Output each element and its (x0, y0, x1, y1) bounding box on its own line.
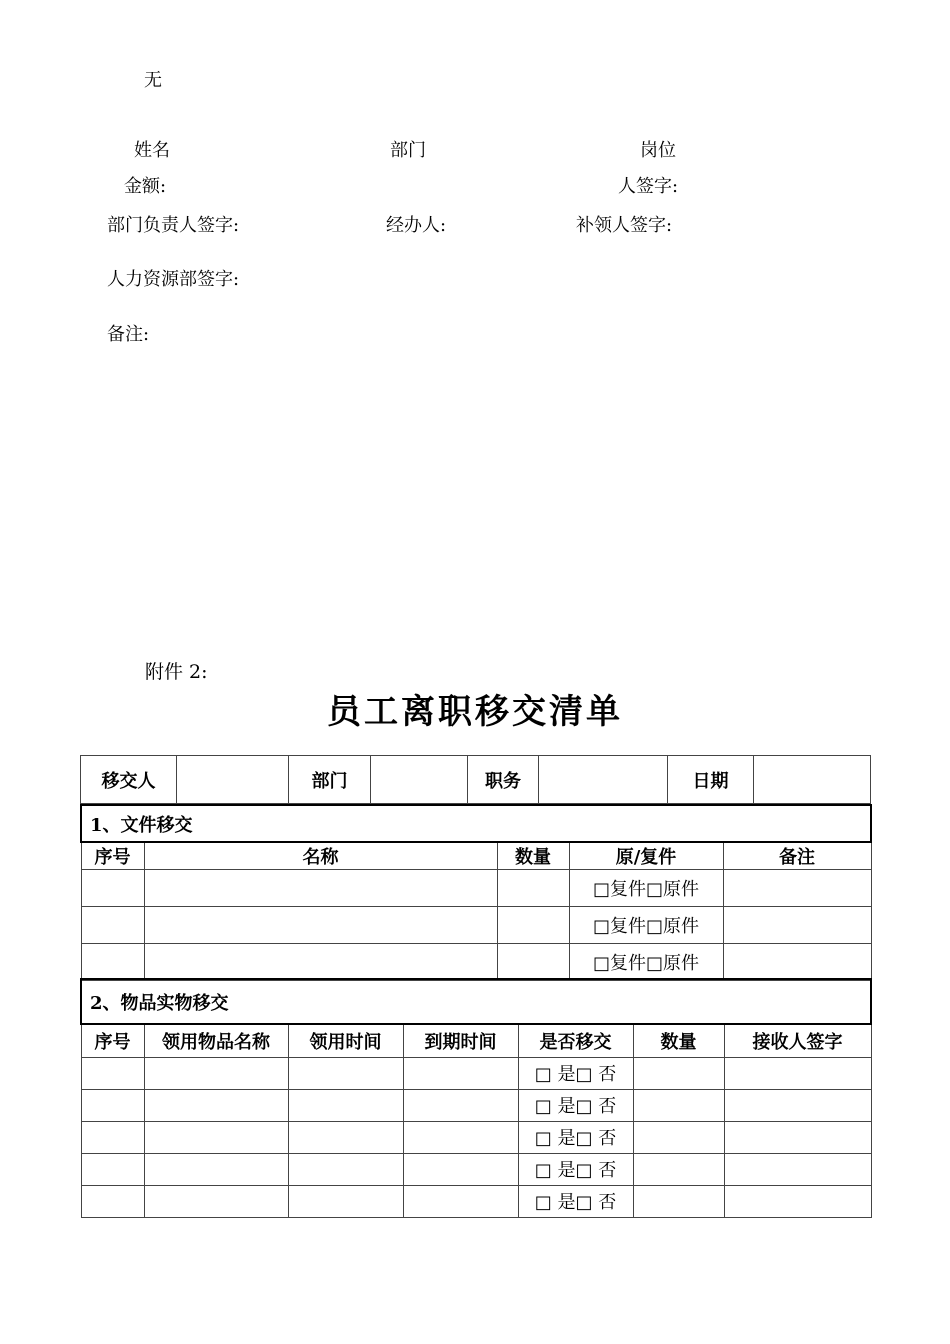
page-title: 员工离职移交清单 (327, 692, 623, 732)
attachment-label: 附件 2: (145, 661, 208, 683)
cell[interactable] (144, 1121, 288, 1153)
hr-sign-label: 人力资源部签字: (107, 269, 240, 290)
yes-no-checkbox[interactable]: □ 是□ 否 (518, 1089, 633, 1121)
yes-no-checkbox[interactable]: □ 是□ 否 (518, 1121, 633, 1153)
cell[interactable] (81, 944, 144, 981)
position-label: 职务 (468, 756, 539, 804)
date-label: 日期 (668, 756, 754, 804)
table-row (81, 1153, 871, 1185)
cell[interactable] (633, 1121, 724, 1153)
cell[interactable] (81, 1057, 144, 1089)
transferor-field[interactable] (177, 756, 289, 804)
cell[interactable] (724, 1057, 871, 1089)
col-remarks: 备注 (723, 842, 871, 870)
cell[interactable] (144, 1089, 288, 1121)
cell[interactable] (81, 907, 144, 944)
cell[interactable] (288, 1057, 403, 1089)
col-index: 序号 (81, 842, 144, 870)
col-quantity: 数量 (497, 842, 569, 870)
dept-head-sign-label: 部门负责人签字: (107, 215, 240, 236)
cell[interactable] (723, 907, 871, 944)
dept-field[interactable] (371, 756, 468, 804)
header-table (80, 755, 871, 804)
cell[interactable] (633, 1089, 724, 1121)
cell[interactable] (403, 1089, 518, 1121)
yes-no-checkbox[interactable]: □ 是□ 否 (518, 1185, 633, 1217)
cell[interactable] (144, 870, 497, 907)
cell[interactable] (288, 1121, 403, 1153)
cell[interactable] (633, 1185, 724, 1217)
copy-original-checkbox[interactable]: □复件□原件 (569, 870, 723, 907)
table-row (81, 907, 871, 944)
section1-title: 1、文件移交 (81, 805, 871, 842)
cell[interactable] (403, 1121, 518, 1153)
col-name: 名称 (144, 842, 497, 870)
cell[interactable] (144, 907, 497, 944)
amount-label: 金额: (124, 176, 167, 197)
col-index: 序号 (81, 1024, 144, 1057)
cell[interactable] (288, 1153, 403, 1185)
remarks-label: 备注: (107, 324, 150, 345)
cell[interactable] (633, 1057, 724, 1089)
table-row (81, 870, 871, 907)
cell[interactable] (633, 1153, 724, 1185)
copy-original-checkbox[interactable]: □复件□原件 (569, 907, 723, 944)
cell[interactable] (144, 1153, 288, 1185)
cell[interactable] (144, 1185, 288, 1217)
col-receiver-sign: 接收人签字 (724, 1024, 871, 1057)
col-due-time: 到期时间 (403, 1024, 518, 1057)
cell[interactable] (144, 1057, 288, 1089)
dept-label: 部门 (390, 140, 426, 161)
transferor-label: 移交人 (81, 756, 177, 804)
table-row (81, 1185, 871, 1217)
cell[interactable] (724, 1153, 871, 1185)
yes-no-checkbox[interactable]: □ 是□ 否 (518, 1057, 633, 1089)
col-original-copy: 原/复件 (569, 842, 723, 870)
person-sign-label: 人签字: (618, 176, 679, 197)
item-transfer-table (80, 978, 872, 1218)
table-row (81, 944, 871, 981)
cell[interactable] (81, 1089, 144, 1121)
header-dept-label: 部门 (289, 756, 371, 804)
section2-title: 2、物品实物移交 (81, 979, 871, 1024)
post-label: 岗位 (640, 140, 676, 161)
cell[interactable] (724, 1089, 871, 1121)
cell[interactable] (81, 870, 144, 907)
col-item-name: 领用物品名称 (144, 1024, 288, 1057)
claimant-sign-label: 补领人签字: (576, 215, 673, 236)
cell[interactable] (81, 1185, 144, 1217)
col-issue-time: 领用时间 (288, 1024, 403, 1057)
cell[interactable] (724, 1185, 871, 1217)
cell[interactable] (144, 944, 497, 981)
cell[interactable] (497, 907, 569, 944)
cell[interactable] (723, 870, 871, 907)
cell[interactable] (288, 1185, 403, 1217)
col-transferred: 是否移交 (518, 1024, 633, 1057)
cell[interactable] (724, 1121, 871, 1153)
date-field[interactable] (754, 756, 871, 804)
cell[interactable] (81, 1121, 144, 1153)
position-field[interactable] (539, 756, 668, 804)
cell[interactable] (497, 870, 569, 907)
cell[interactable] (81, 1153, 144, 1185)
cell[interactable] (723, 944, 871, 981)
cell[interactable] (288, 1089, 403, 1121)
name-label: 姓名 (134, 140, 170, 161)
cell[interactable] (497, 944, 569, 981)
cell[interactable] (403, 1185, 518, 1217)
table-row (81, 1089, 871, 1121)
none-text: 无 (144, 70, 162, 91)
col-quantity: 数量 (633, 1024, 724, 1057)
cell[interactable] (403, 1153, 518, 1185)
table-row (81, 1057, 871, 1089)
table-row (81, 1121, 871, 1153)
cell[interactable] (403, 1057, 518, 1089)
file-transfer-table (80, 804, 872, 981)
yes-no-checkbox[interactable]: □ 是□ 否 (518, 1153, 633, 1185)
handler-label: 经办人: (386, 215, 447, 236)
copy-original-checkbox[interactable]: □复件□原件 (569, 944, 723, 981)
